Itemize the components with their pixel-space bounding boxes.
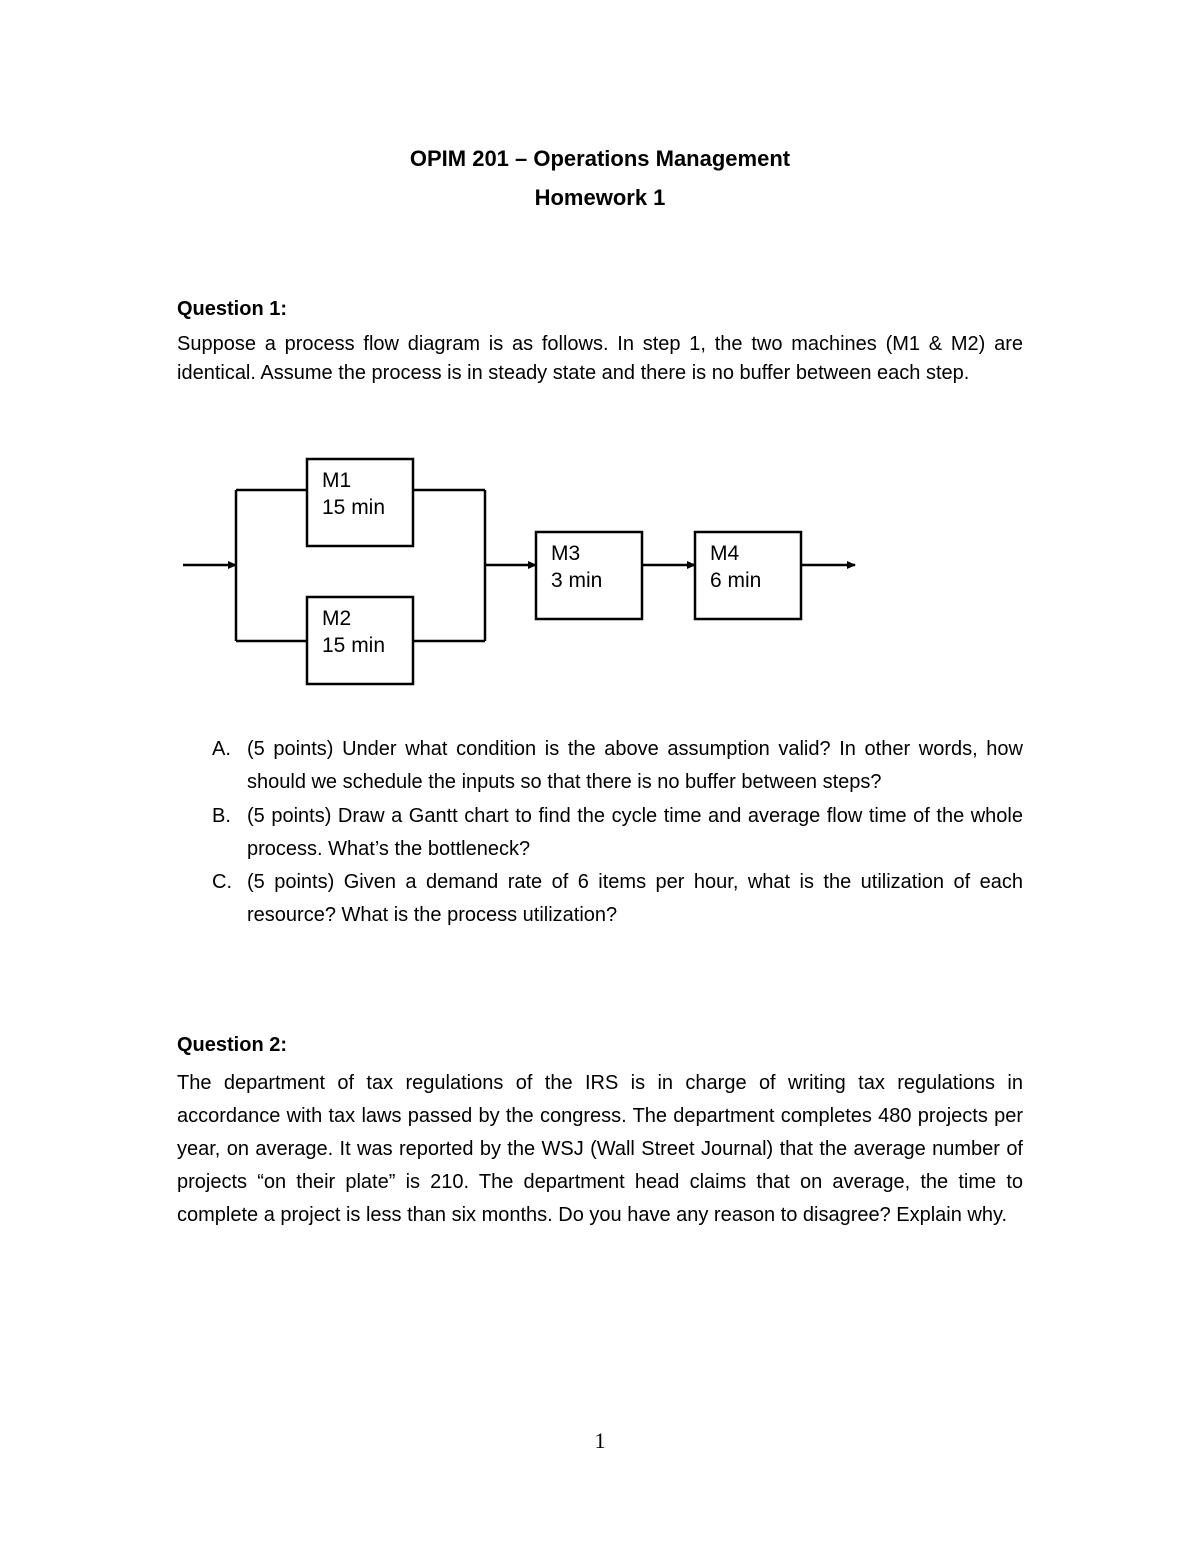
question-2-text: The department of tax regulations of the IRS is in charge of writing tax regulations in accordance with tax laws passed by the congress. The department completes 480 projects per year, on average. It was reported by the WSJ (Wall Street Journal) that the average number of projects “on their plate” is 210. The department head claims that on average, the time to complete a project is less than six months. Do you have any reason to disagree? Explain why.: [177, 1072, 1023, 1226]
m4-time: 6 min: [710, 569, 762, 592]
m4-name: M4: [710, 542, 740, 565]
question-1-heading: Question 1:: [177, 298, 288, 320]
course-title: OPIM 201 – Operations Management: [409, 146, 791, 171]
m3-time: 3 min: [551, 569, 603, 592]
m2-name: M2: [322, 607, 352, 630]
m1-time: 15 min: [322, 496, 386, 519]
assignment-title: Homework 1: [534, 185, 666, 210]
process-flow-diagram: [0, 440, 1200, 700]
subquestion-text: (5 points) Under what condition is the above assumption valid? In other words, how should we schedule the inputs so that there is no buffer between steps?: [247, 738, 1023, 793]
page-number: 1: [594, 1428, 606, 1453]
m2-time: 15 min: [322, 634, 386, 657]
question-1-text: Suppose a process flow diagram is as follows. In step 1, the two machines (M1 & M2) are identical. Assume the process is in steady state and there is no buffer between each step.: [177, 333, 1023, 384]
subquestion-letter: C.: [212, 871, 232, 893]
subquestion-letter: B.: [212, 805, 231, 827]
subquestion-text: (5 points) Given a demand rate of 6 items per hour, what is the utilization of each resource? What is the process utilization?: [247, 871, 1023, 926]
subquestion-letter: A.: [212, 738, 231, 760]
question-2-heading: Question 2:: [177, 1034, 288, 1056]
subquestion-text: (5 points) Draw a Gantt chart to find the cycle time and average flow time of the whole process. What’s the bottleneck?: [247, 805, 1023, 860]
m1-name: M1: [322, 469, 352, 492]
m3-name: M3: [551, 542, 581, 565]
